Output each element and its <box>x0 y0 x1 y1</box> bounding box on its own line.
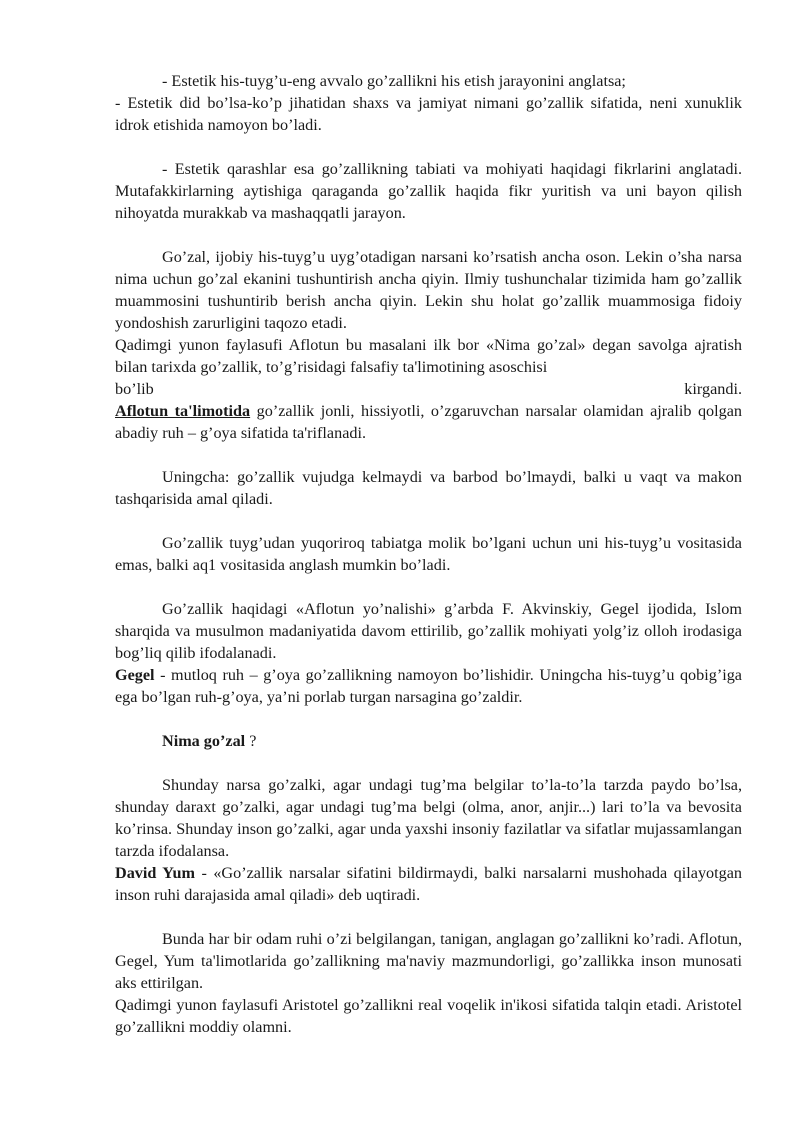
paragraph-beauty-reason: Go’zallik tuyg’udan yuqoriroq tabiatga molik bo’lgani uchun uni his-tuyg’u vositasida emas, balki aq1 vositasida anglash mumkin bo’ladi. <box>115 534 742 574</box>
paragraph-aesthetic-views: - Estetik qarashlar esa go’zallikning tabiati va mohiyati haqidagi fikrlarini anglatadi. Mutafakkirlarning aytishiga qaraganda go’zallik haqida fikr yuritish va uni bayon qilish nihoyatda murakkab va mashaqqatli jarayon. <box>115 160 742 222</box>
paragraph-individual-perception: Bunda har bir odam ruhi o’zi belgilangan, tanigan, anglagan go’zallikni ko’radi. Aflotun, Gegel, Yum ta'limotlarida go’zallikning ma'naviy mazmundorligi, go’zallikka inson munosati aks ettirilgan. <box>115 930 742 992</box>
gegel-text: - mutloq ruh – g’oya go’zallikning namoyon bo’lishidir. Uningcha his-tuyg’u qobig’iga ega bo’lgan ruh-g’oya, ya’ni porlab turgan narsagina go’zaldir. <box>115 666 742 706</box>
paragraph-gegel <box>115 664 742 708</box>
paragraph-aristotel: Qadimgi yunon faylasufi Aristotel go’zallikni real voqelik in'ikosi sifatida talqin etadi. Aristotel go’zallikni moddiy olamni. <box>115 996 742 1036</box>
paragraph-aesthetic-taste: - Estetik did bo’lsa-ko’p jihatidan shaxs va jamiyat nimani go’zallik sifatida, neni xunuklik idrok etishida namoyon bo’ladi. <box>115 94 742 134</box>
paragraph-aflotun-intro: Qadimgi yunon faylasufi Aflotun bu masalani ilk bor «Nima go’zal» degan savolga ajratish bilan tarixda go’zallik, to’g’risidagi falsafiy ta'limotining asoschisi <box>115 336 742 376</box>
paragraph-david-yum <box>115 862 742 906</box>
line-right-word: kirgandi. <box>684 380 742 398</box>
document-page <box>115 70 742 1038</box>
paragraph-aesthetic-feeling: - Estetik his-tuyg’u-eng avvalo go’zallikni his etish jarayonini anglatsa; <box>162 72 626 90</box>
section-heading-what-is-beautiful <box>115 730 742 752</box>
aflotun-teaching-text: go’zallik jonli, hissiyotli, o’zgaruvchan narsalar olamidan ajralib qolgan abadiy ruh – g’oya sifatida ta'riflanadi. <box>115 402 743 442</box>
paragraph-beauty-explanation: Go’zal, ijobiy his-tuyg’u uyg’otadigan narsani ko’rsatish ancha oson. Lekin o’sha narsa nima uchun go’zal ekanini tushuntirish ancha qiyin. Ilmiy tushunchalar tizimida ham go’zallik muammosini tushuntirib berish ancha qiyin. Lekin shu holat go’zallik muammosiga fidoiy yondoshish zarurligini taqozo etadi. <box>115 248 742 332</box>
david-yum-term: David Yum <box>115 864 195 882</box>
heading-question-mark: ? <box>245 732 257 750</box>
paragraph-aflotun-teaching <box>115 400 742 444</box>
paragraph-beauty-eternal: Uningcha: go’zallik vujudga kelmaydi va barbod bo’lmaydi, balki u vaqt va makon tashqarisida amal qiladi. <box>115 468 742 508</box>
paragraph-beautiful-things: Shunday narsa go’zalki, agar undagi tug’ma belgilar to’la-to’la tarzda paydo bo’lsa, shunday daraxt go’zalki, agar undagi tug’ma belgi (olma, anor, anjir...) lari to’la va bevosita ko’rinsa. Shunday inson go’zalki, agar unda yaxshi insoniy fazilatlar va sifatlar mujassamlangan tarzda ifodalansa. <box>115 776 742 860</box>
aflotun-teaching-term: Aflotun ta'limotida <box>115 402 251 420</box>
paragraph-aflotun-intro-end <box>115 378 742 400</box>
gegel-term: Gegel <box>115 666 155 684</box>
heading-bold-text: Nima go’zal <box>162 732 246 750</box>
david-yum-text: - «Go’zallik narsalar sifatini bildirmaydi, balki narsalarni mushohada qilayotgan inson ruhi darajasida amal qiladi» deb uqtiradi. <box>115 864 743 904</box>
line-left-word: bo’lib <box>115 380 154 398</box>
paragraph-aflotun-direction: Go’zallik haqidagi «Aflotun yo’nalishi» g’arbda F. Akvinskiy, Gegel ijodida, Islom sharqida va musulmon madaniyatida davom ettirilib, go’zallik mohiyati yolg’iz olloh irodasiga bog’liq qilib ifodalanadi. <box>115 600 742 662</box>
